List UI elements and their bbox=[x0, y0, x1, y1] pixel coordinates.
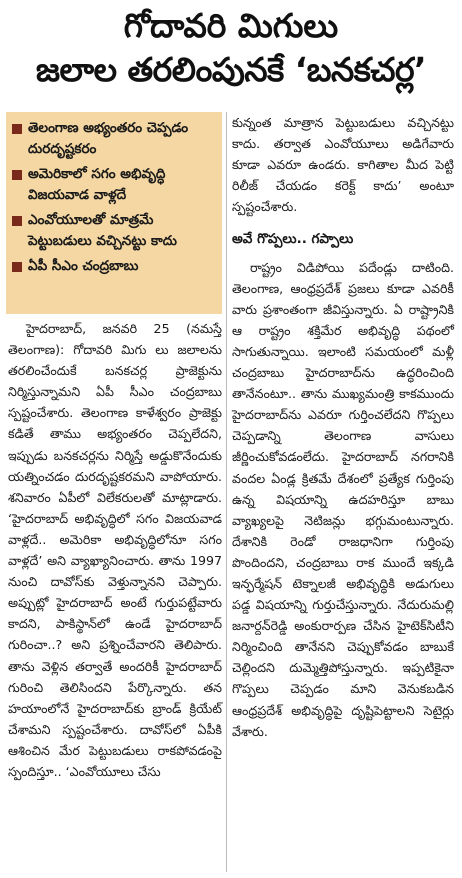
headline bbox=[0, 4, 462, 92]
highlight-item: తెలంగాణ అభ్యంతరం చెప్పడం దురదృష్టకరం bbox=[12, 118, 216, 160]
bullet-square-icon bbox=[12, 262, 22, 272]
column-divider bbox=[226, 112, 227, 872]
right-column-body bbox=[232, 112, 454, 742]
article-paragraph-continued: కున్నంత మాత్రాన పెట్టుబడులు వచ్చినట్టు కాదు. తర్వాత ఎంవోయూలు అడిగేవారు కూడా ఎవరూ ఉండరు. కాగితాల మీద పెట్టి రిలీజ్ చేయడం కరెక్ట్ కాదు’ అంటూ స్పష్టంచేశారు. bbox=[232, 115, 454, 215]
bullet-square-icon bbox=[12, 124, 22, 134]
bullet-square-icon bbox=[12, 170, 22, 180]
article-paragraph: హైదరాబాద్, జనవరి 25 (నమస్తే తెలంగాణ): గోదావరి మిగు లు జలాలను తరలించేందుకే బనకచర్ల ప్రాజెక్టును నిర్మిస్తున్నామని ఏపీ సీఎం చంద్రబాబు స్పష్టంచేశారు. తెలంగాణ కాళేశ్వరం ప్రాజెక్టు కడితే తాము అభ్యంతరం చెప్పలేదని, ఇప్పుడు బనకచర్లను నిర్మిస్తే అడ్డుకొనేందుకు యత్నించడం దురదృష్టకరమని వాపోయారు. శనివారం ఏపీలో విలేకరులతో మాట్లాడారు. ‘హైదరాబాద్ అభివృద్ధిలో సగం విజయవాడ వాళ్లదే.. అమెరికా అభివృద్ధిలోనూ సగం వాళ్లదే’ అని వ్యాఖ్యానించారు. తాను 1997 నుంచి దావోస్‌కు వెళ్తున్నానని చెప్పారు. అప్పుట్లో హైదరాబాద్ అంటే గుర్తుపట్టేవారు కాదని, పాకిస్థాన్‌లో ఉండే హైదరాబాద్ గురించా..? అని ప్రశ్నించేవారని తెలిపారు. తాను వెళ్లిన తర్వాతే అందరికీ హైదరాబాద్ గురించి తెలిసిందని పేర్కొన్నారు. తన హయాంలోనే హైదరాబాద్‌కు బ్రాండ్ క్రియేట్ చేశామని స్పష్టంచేశారు. దావోస్‌లో ఏపీకి ఆశించిన మేర పెట్టుబడులు రాకపోవడంపై స్పందిస్తూ.. ‘ఎంవోయూలు చేసు bbox=[8, 321, 222, 779]
headline-line-1: గోదావరి మిగులు bbox=[123, 6, 339, 45]
bullet-square-icon bbox=[12, 216, 22, 226]
left-column-body bbox=[8, 318, 222, 782]
highlight-item: అమెరికాలో సగం అభివృద్ధి విజయవాడ వాళ్లదే bbox=[12, 164, 216, 206]
headline-line-2: జలాల తరలింపునకే ‘బనకచర్ల’ bbox=[35, 50, 427, 89]
highlight-item: ఎంవోయూలతో మాత్రమే పెట్టుబడులు వచ్చినట్టు కాదు bbox=[12, 210, 216, 252]
highlight-item: ఏపీ సీఎం చంద్రబాబు bbox=[12, 256, 216, 277]
subheading: అవే గొప్పలు.. గప్పాలు bbox=[232, 231, 354, 248]
highlights-box bbox=[6, 112, 222, 314]
article-paragraph: రాష్ట్రం విడిపోయి పదేండ్లు దాటింది. తెలంగాణ, ఆంధ్రప్రదేశ్ ప్రజలు కూడా ఎవరికీ వారు ప్రశాంతంగా జీవిస్తున్నారు. ఏ రాష్ట్రానికి ఆ రాష్ట్రం శక్తిమేర అభివృద్ధి పథంలో సాగుతున్నాయి. ఇలాంటి సమయంలో మళ్లీ చంద్రబాబు హైదరాబాద్‌ను ఉద్ధరించింది తానేనంటూ.. తాను ముఖ్యమంత్రి కాకముందు హైదరాబాద్‌ను ఎవరూ గుర్తించలేదని గొప్పలు చెప్పడాన్ని తెలంగాణ వాసులు జీర్ణించుకోవడంలేదు. హైదరాబాద్ నగరానికి వందల ఏండ్ల క్రితమే దేశంలో ప్రత్యేక గుర్తింపు ఉన్న విషయాన్ని ఉదహరిస్తూ బాబు వ్యాఖ్యలపై నెటిజన్లు భగ్గుమంటున్నారు. దేశానికి రెండో రాజధానిగా గుర్తింపు పొందిందని, చంద్రబాబు రాక ముందే ఇక్కడి ఇన్ఫర్మేషన్ టెక్నాలజీ అభివృద్ధికి అడుగులు పడ్డ విషయాన్ని గుర్తుచేస్తున్నారు. నేదురుమల్లి జనార్దన్‌రెడ్డి అంకురార్పణ చేసిన హైటెక్‌సిటీని నిర్మించింది తానేనని చెప్పుకోవడం బాబుకే చెల్లిందని దుమ్మెత్తిపోస్తున్నారు. ఇప్పటికైనా గొప్పలు చెప్పడం మాని వెనుకబడిన ఆంధ్రప్రదేశ్ అభివృద్ధిపై దృష్టిపెట్టాలని సెటైర్లు వేశారు. bbox=[232, 259, 454, 739]
